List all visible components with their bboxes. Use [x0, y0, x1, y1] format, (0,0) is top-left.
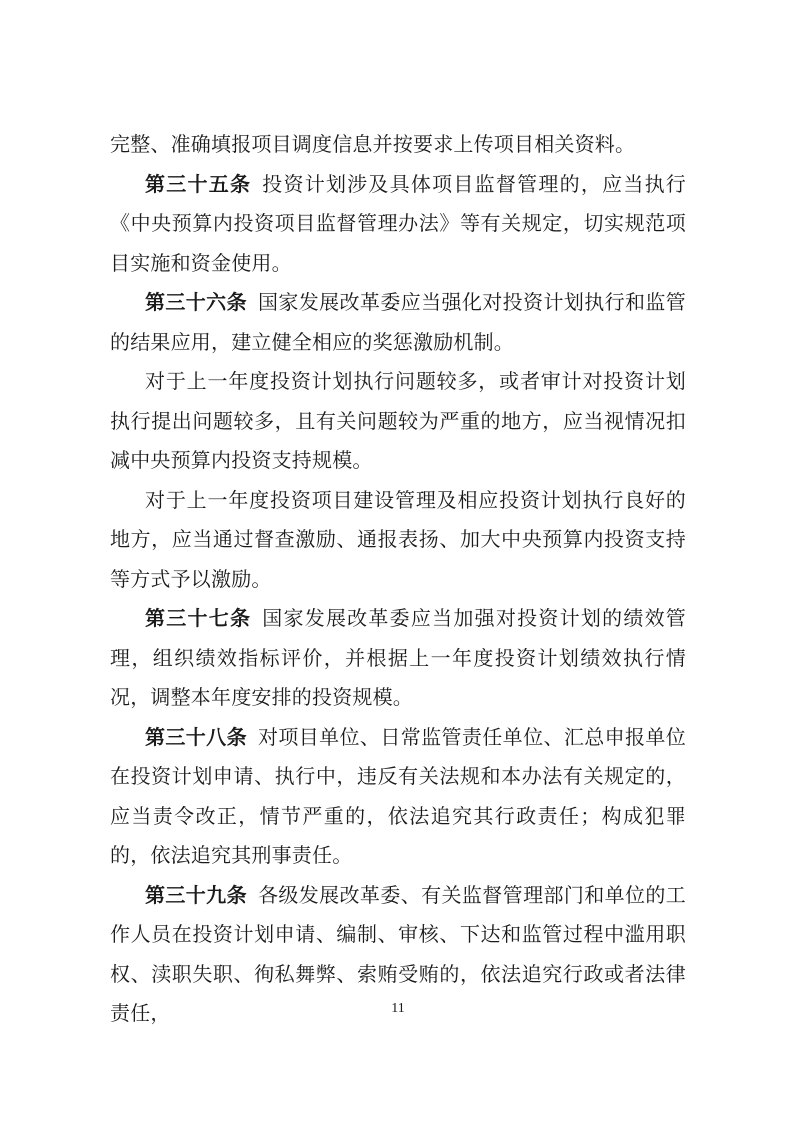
paragraph [110, 126, 686, 166]
paragraph-text: 对于上一年度投资项目建设管理及相应投资计划执行良好的地方，应当通过督查激励、通报表扬、加大中央预算内投资支持等方式予以激励。 [110, 489, 686, 591]
paragraph [110, 719, 686, 877]
article-number: 第三十五条 [145, 173, 252, 196]
paragraph-text: 完整、准确填报项目调度信息并按要求上传项目相关资料。 [110, 134, 636, 156]
paragraph-text: 国家发展改革委应当强化对投资计划执行和监管的结果应用，建立健全相应的奖惩激励机制。 [110, 292, 687, 354]
paragraph [110, 363, 686, 482]
paragraph-text: 各级发展改革委、有关监督管理部门和单位的工作人员在投资计划申请、编制、审核、下达和监管过程中滥用职权、渎职失职、徇私舞弊、索贿受贿的，依法追究行政或者法律责任， [110, 884, 687, 1025]
article-number: 第三十九条 [145, 884, 247, 907]
article-number: 第三十八条 [145, 726, 247, 749]
page-number: 11 [391, 1001, 405, 1016]
paragraph [110, 482, 686, 601]
paragraph-text: 对项目单位、日常监管责任单位、汇总申报单位在投资计划申请、执行中，违反有关法规和本办法有关规定的，应当责令改正，情节严重的，依法追究其行政责任；构成犯罪的，依法追究其刑事责任。 [110, 726, 687, 867]
paragraph-text: 投资计划涉及具体项目监督管理的，应当执行《中央预算内投资项目监督管理办法》等有关规定，切实规范项目实施和资金使用。 [110, 173, 687, 275]
paragraph-text: 对于上一年度投资计划执行问题较多，或者审计对投资计划执行提出问题较多，且有关问题较为严重的地方，应当视情况扣减中央预算内投资支持规模。 [110, 371, 686, 472]
article-number: 第三十六条 [145, 292, 247, 314]
document-body [110, 126, 686, 1035]
paragraph [110, 284, 686, 363]
paragraph [110, 166, 686, 285]
article-number: 第三十七条 [145, 608, 252, 630]
paragraph [110, 600, 686, 719]
paragraph-text: 国家发展改革委应当加强对投资计划的绩效管理，组织绩效指标评价，并根据上一年度投资计划绩效执行情况，调整本年度安排的投资规模。 [110, 608, 687, 709]
